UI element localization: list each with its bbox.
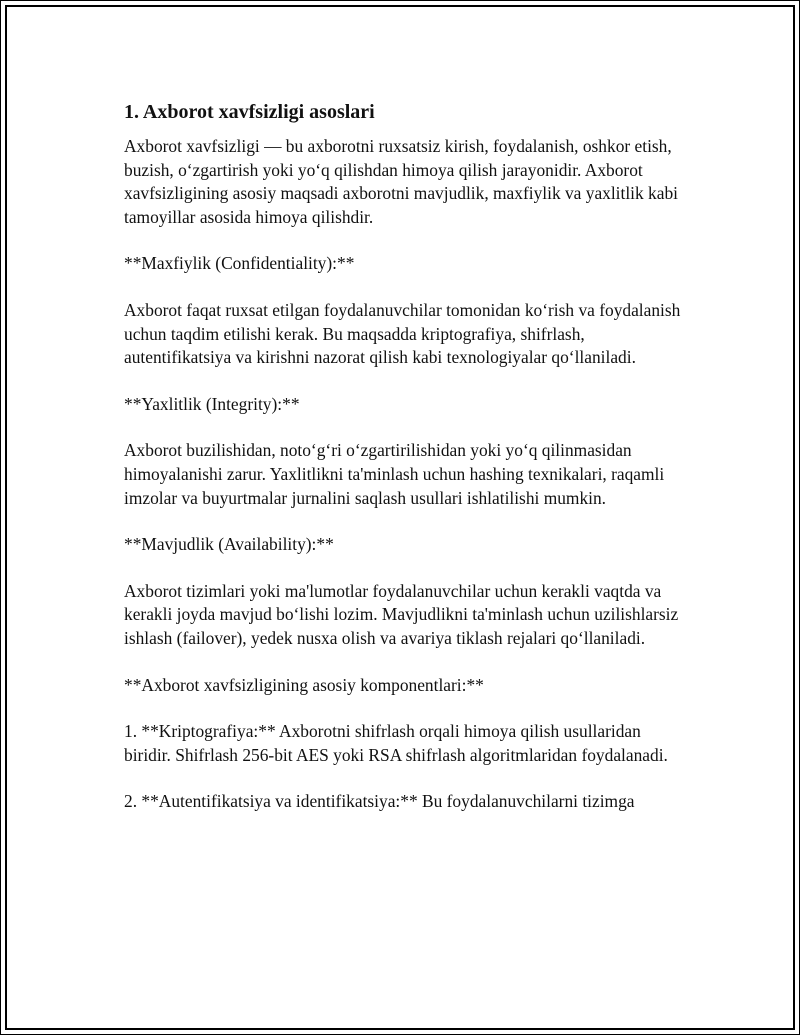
list-item-cryptography: 1. **Kriptografiya:** Axborotni shifrlash orqali himoya qilish usullaridan biridir. Shifrlash 256-bit AES yoki RSA shifrlash algoritmlaridan foydalanadi. (124, 721, 668, 765)
heading-availability: **Mavjudlik (Availability):** (124, 534, 334, 555)
list-item-authentication: 2. **Autentifikatsiya va identifikatsiya:** Bu foydalanuvchilarni tizimga (124, 791, 635, 812)
heading-components: **Axborot xavfsizligining asosiy komponentlari:** (124, 674, 484, 695)
heading-integrity: **Yaxlitlik (Integrity):** (124, 393, 300, 414)
paragraph-intro: Axborot xavfsizligi — bu axborotni ruxsatsiz kirish, foydalanish, oshkor etish, buzish, o‘zgartirish yoki yo‘q qilishdan himoya qilish jarayonidir. Axborot xavfsizligining asosiy maqsadi axborotni mavjudlik, maxfiylik va yaxlitlik kabi tamoyillar asosida himoya qilishdir. (124, 136, 678, 227)
paragraph-availability: Axborot tizimlari yoki ma'lumotlar foydalanuvchilar uchun kerakli vaqtda va kerakli joyda mavjud bo‘lishi lozim. Mavjudlikni ta'minlash uchun uzilishlarsiz ishlash (failover), yedek nusxa olish va avariya tiklash rejalari qo‘llaniladi. (124, 580, 679, 648)
document-title: 1. Axborot xavfsizligi asoslari (124, 101, 375, 123)
heading-confidentiality: **Maxfiylik (Confidentiality):** (124, 253, 355, 274)
paragraph-confidentiality: Axborot faqat ruxsat etilgan foydalanuvchilar tomonidan ko‘rish va foydalanish uchun taqdim etilishi kerak. Bu maqsadda kriptografiya, shifrlash, autentifikatsiya va kirishni nazorat qilish kabi texnologiyalar qo‘llaniladi. (124, 299, 681, 368)
page-border (5, 5, 795, 1030)
document-body (124, 98, 684, 837)
paragraph-integrity: Axborot buzilishidan, noto‘g‘ri o‘zgartirilishidan yoki yo‘q qilinmasidan himoyalanishi zarur. Yaxlitlikni ta'minlash uchun hashing texnikalari, raqamli imzolar va buyurtmalar jurnalini saqlash usullari ishlatilishi mumkin. (124, 440, 665, 508)
